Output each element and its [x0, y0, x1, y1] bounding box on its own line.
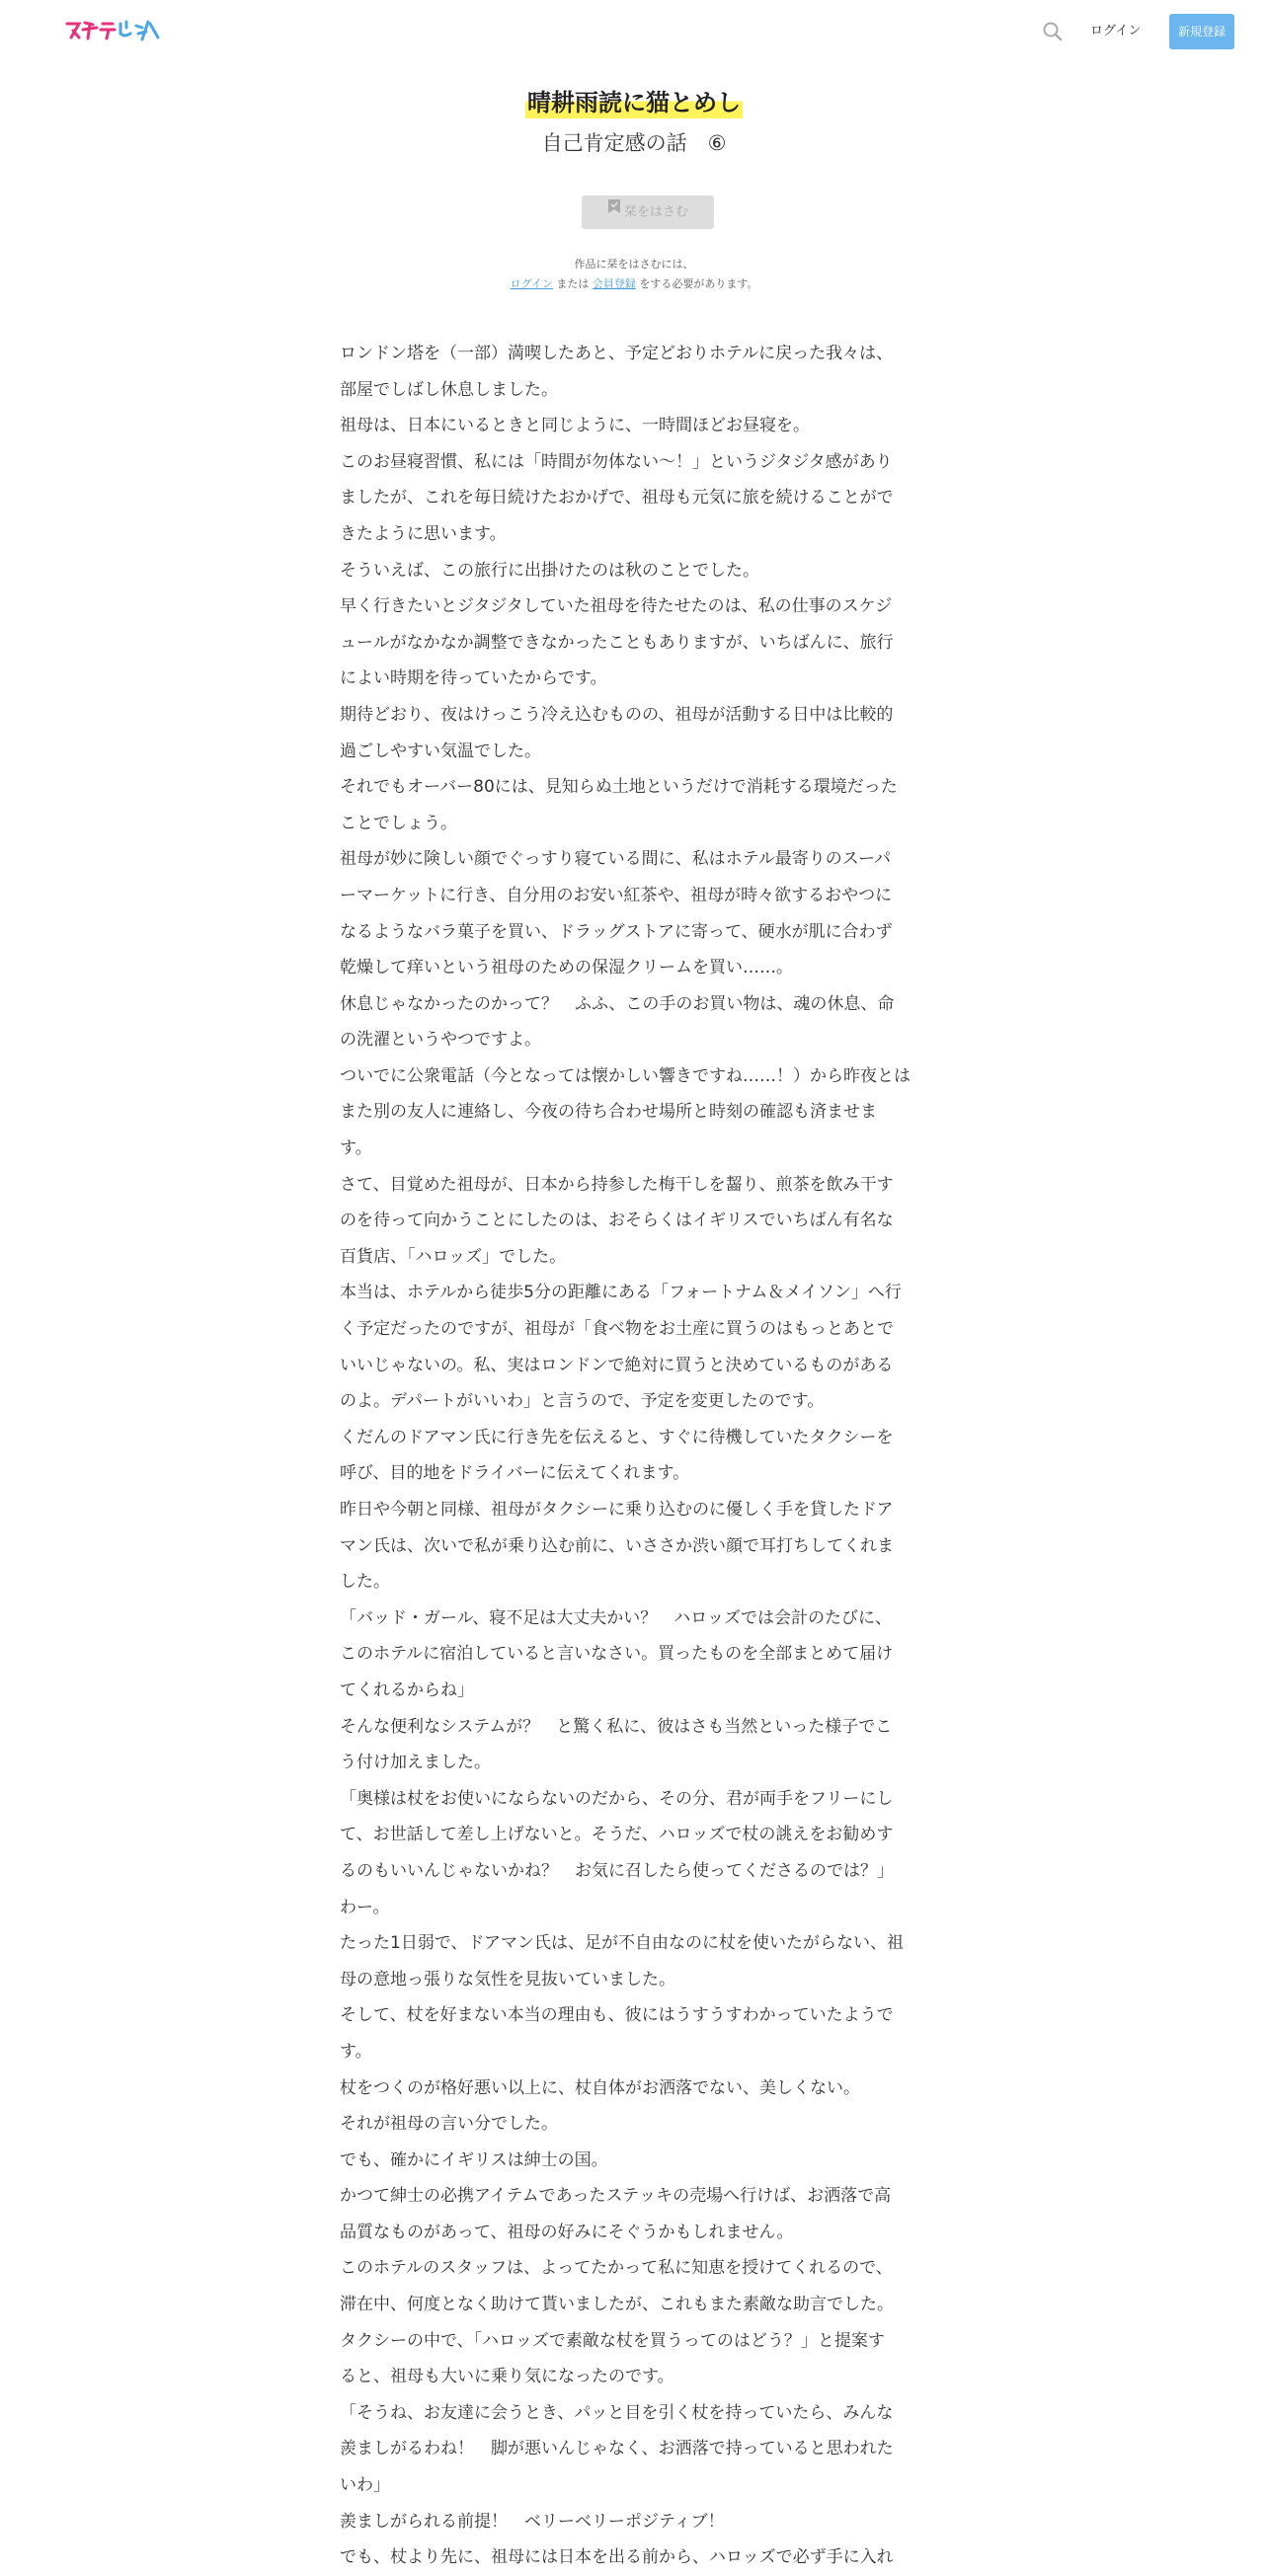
body-line: く予定だったのですが、祖母が「食べ物をお土産に買うのはもっとあとで [340, 1319, 894, 1340]
body-line: それでもオーバー80には、見知らぬ土地というだけで消耗する環境だった [340, 777, 898, 798]
body-line: のを待って向かうことにしたのは、おそらくはイギリスでいちばん有名な [340, 1210, 894, 1231]
body-line: それが祖母の言い分でした。 [340, 2114, 558, 2135]
body-line: 母の意地っ張りな気性を見抜いていました。 [340, 1969, 675, 1990]
body-line: かつて紳士の必携アイテムであったステッキの売場へ行けば、お洒落で高 [340, 2186, 892, 2207]
body-line: 杖をつくのが格好悪い以上に、杖自体がお洒落でない、美しくない。 [340, 2077, 860, 2098]
body-line: て、お世話して差し上げないと。そうだ、ハロッズで杖の誂えをお勧めす [340, 1825, 894, 1845]
body-line: ましたが、これを毎日続けたおかげで、祖母も元気に旅を続けることがで [340, 488, 894, 508]
bookmark-button-label: 栞をはさむ [623, 204, 688, 220]
body-line: 羨ましがられる前提！ ベリーベリーポジティブ！ [340, 2511, 725, 2532]
body-line: う付け加えました。 [340, 1753, 491, 1773]
episode-body [340, 336, 952, 2576]
body-line: 期待どおり、夜はけっこう冷え込むものの、祖母が活動する日中は比較的 [340, 704, 894, 725]
body-line: ついでに公衆電話（今となっては懐かしい響きですね……！）から昨夜とは [340, 1065, 911, 1086]
bookmark-button[interactable] [582, 195, 714, 229]
body-line: 休息じゃなかったのかって？ ふふ、この手のお買い物は、魂の休息、命 [340, 993, 895, 1014]
work-title[interactable]: 晴耕雨読に猫とめし [527, 88, 741, 117]
body-line: によい時期を待っていたからです。 [340, 668, 607, 689]
body-line: てくれるからね」 [340, 1679, 474, 1700]
body-line: なるようなバラ菓子を買い、ドラッグストアに寄って、硬水が肌に合わず [340, 921, 893, 942]
body-line: 滞在中、何度となく助けて貰いましたが、これもまた素敵な助言でした。 [340, 2295, 894, 2315]
body-line: 「奥様は杖をお使いにならないのだから、その分、君が両手をフリーにし [340, 1788, 894, 1809]
body-line: 「バッド・ガール、寝不足は大丈夫かい？ ハロッズでは会計のたびに、 [340, 1607, 892, 1628]
body-line: でも、確かにイギリスは紳士の国。 [340, 2149, 608, 2170]
episode-title: 自己肯定感の話 ⑥ [541, 131, 727, 155]
body-line: 部屋でしばし休息しました。 [340, 379, 558, 400]
body-line: くだんのドアマン氏に行き先を伝えると、すぐに待機していたタクシーを [340, 1427, 894, 1447]
body-line: わー。 [340, 1897, 390, 1917]
work-header [0, 87, 1268, 158]
body-line: 乾燥して痒いという祖母のための保湿クリームを買い……。 [340, 958, 793, 978]
body-line: 「そうね、お友達に会うとき、パッと目を引く杖を持っていたら、みんな [340, 2402, 894, 2423]
bookmark-check-icon [607, 195, 621, 228]
body-line: このホテルに宿泊していると言いなさい。買ったものを全部まとめて届け [340, 1644, 894, 1665]
body-line: マン氏は、次いで私が乗り込む前に、いささか渋い顔で耳打ちしてくれま [340, 1535, 894, 1556]
body-line: 過ごしやすい気温でした。 [340, 741, 541, 761]
body-line: 祖母が妙に険しい顔でぐっすり寝ている間に、私はホテル最寄りのスーパ [340, 849, 892, 870]
body-line: のよ。デパートがいいわ」と言うので、予定を変更したのです。 [340, 1391, 825, 1412]
body-line: このお昼寝習慣、私には「時間が勿体ない～！」というジタジタ感があり [340, 451, 893, 472]
body-line: そんな便利なシステムが？ と驚く私に、彼はさも当然といった様子でこ [340, 1716, 893, 1737]
body-line: また別の友人に連絡し、今夜の待ち合わせ場所と時刻の確認も済ませま [340, 1102, 877, 1123]
body-line: たった1日弱で、ドアマン氏は、足が不自由なのに杖を使いたがらない、祖 [340, 1933, 904, 1954]
note-signup-link[interactable]: 会員登録 [592, 277, 636, 290]
body-line: いいじゃないの。私、実はロンドンで絶対に買うと決めているものがある [340, 1355, 894, 1375]
body-line: ると、祖母も大いに乗り気になったのです。 [340, 2367, 674, 2387]
body-line: 本当は、ホテルから徒歩5分の距離にある「フォートナム＆メイソン」へ行 [340, 1283, 902, 1303]
body-line: このホテルのスタッフは、よってたかって私に知恵を授けてくれるので、 [340, 2258, 893, 2279]
note-or-text: または [556, 277, 590, 290]
body-line: るのもいいんじゃないかね？ お気に召したら使ってくださるのでは？」 [340, 1860, 894, 1881]
body-line: 羨ましがるわね！ 脚が悪いんじゃなく、お洒落で持っていると思われた [340, 2439, 894, 2459]
body-line: す。 [340, 1138, 372, 1159]
body-line: ロンドン塔を（一部）満喫したあと、予定どおりホテルに戻った我々は、 [340, 344, 894, 363]
body-line: ーマーケットに行き、自分用のお安い紅茶や、祖母が時々欲するおやつに [340, 885, 893, 905]
body-line: きたように思います。 [340, 523, 507, 544]
body-line: 早く行きたいとジタジタしていた祖母を待たせたのは、私の仕事のスケジ [340, 596, 893, 617]
body-line: 百貨店、「ハロッズ」でした。 [340, 1246, 567, 1267]
sutekibunko-logo-icon [63, 14, 162, 47]
body-line: の洗濯というやつですよ。 [340, 1030, 541, 1051]
body-line: ことでしょう。 [340, 813, 457, 833]
note-suffix-text: をする必要があります。 [639, 277, 758, 290]
body-line: さて、目覚めた祖母が、日本から持参した梅干しを齧り、煎茶を飲み干す [340, 1174, 894, 1195]
body-line: す。 [340, 2041, 372, 2062]
body-line: 昨日や今朝と同様、祖母がタクシーに乗り込むのに優しく手を貸したドア [340, 1500, 894, 1520]
note-login-link[interactable]: ログイン [510, 277, 553, 290]
bookmark-note [0, 255, 1268, 294]
body-line: でも、杖より先に、祖母には日本を出る前から、ハロッズで必ず手に入れ [340, 2547, 894, 2568]
search-icon [1039, 18, 1067, 45]
body-line: ュールがなかなか調整できなかったこともありますが、いちばんに、旅行 [340, 632, 894, 653]
body-line: いわ」 [340, 2475, 390, 2496]
body-line: 品質なものがあって、祖母の好みにそぐうかもしれません。 [340, 2222, 794, 2242]
body-line: した。 [340, 1572, 390, 1593]
signup-button[interactable]: 新規登録 [1169, 14, 1234, 49]
login-link[interactable]: ログイン [1090, 24, 1142, 39]
body-line: そういえば、この旅行に出掛けたのは秋のことでした。 [340, 560, 759, 581]
site-header [0, 0, 1268, 63]
body-line: そして、杖を好まない本当の理由も、彼にはうすうすわかっていたようで [340, 2005, 894, 2026]
site-logo[interactable] [63, 14, 162, 47]
search-button[interactable] [1039, 18, 1067, 45]
body-line: 祖母は、日本にいるときと同じように、一時間ほどお昼寝を。 [340, 416, 810, 436]
body-line: タクシーの中で、「ハロッズで素敵な杖を買うってのはどう？」と提案す [340, 2330, 885, 2351]
body-line: 呼び、目的地をドライバーに伝えてくれます。 [340, 1463, 690, 1484]
bookmark-note-line1: 作品に栞をはさむには、 [574, 258, 694, 271]
